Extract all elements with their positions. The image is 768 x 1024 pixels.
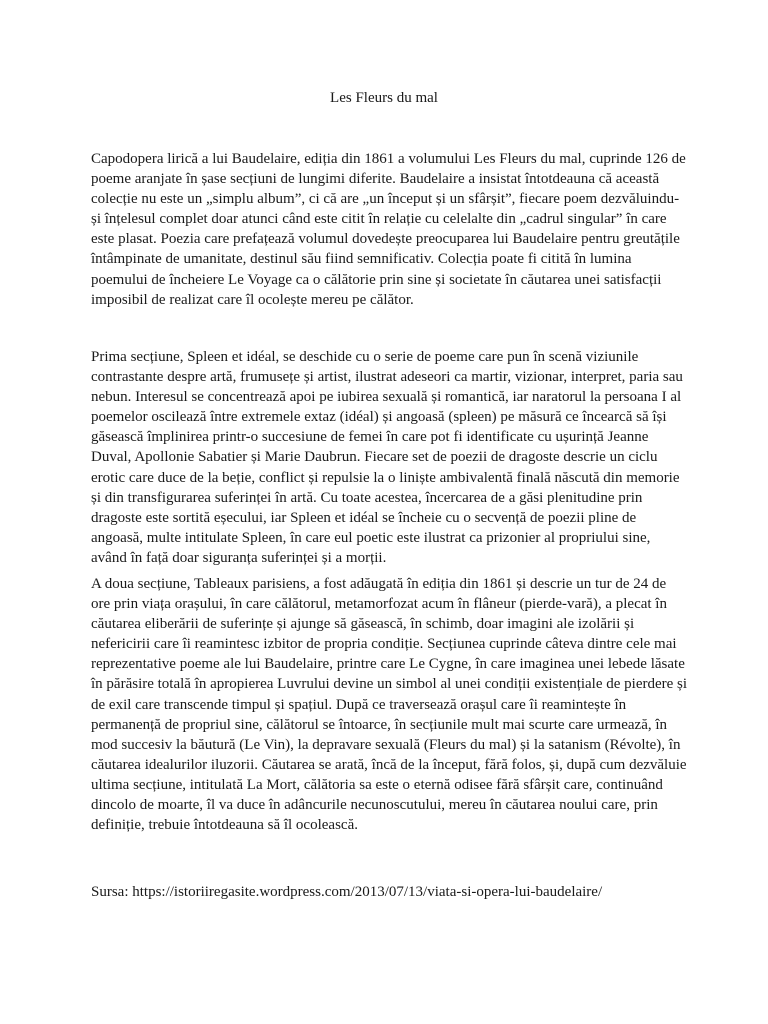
paragraph-tableaux-parisiens: A doua secțiune, Tableaux parisiens, a fost adăugată în ediția din 1861 și descrie un tur de 24 de ore prin viața orașului, în care călătorul, metamorfozat acum în flâneur (pierde-vară), a plecat în căutarea eliberării de suferințe și ajunge să găsească, în schimb, doar imagini ale izolării și nefericirii care îi reamintesc izbitor de propria condiție. Secțiunea cuprinde câteva dintre cele mai reprezentative poeme ale lui Baudelaire, printre care Le Cygne, în care imaginea unei lebede lăsate în părăsire totală în apropierea Luvrului devine un simbol al unei condiții existențiale de pierdere și de exil care transcende timpul și spațiul. După ce traversează orașul care îi reamintește în permanență de propriul sine, călătorul se întoarce, în secțiunile mult mai scurte care urmează, în mod succesiv la băutură (Le Vin), la depravare sexuală (Fleurs du mal) și la satanism (Révolte), în căutarea idealurilor iluzorii. Căutarea se arată, încă de la început, fără folos, și, după cum dezvăluie ultima secțiune, intitulată La Mort, călătoria sa este o eternă odisee fără sfârșit care, continuând dincolo de moarte, îl va duce în adâncurile necunoscutului, mereu în căutarea noului care, prin definiție, trebuie întotdeauna să îl ocolească. — [91, 576, 688, 834]
paragraph-intro: Capodopera lirică a lui Baudelaire, ediția din 1861 a volumului Les Fleurs du mal, cuprinde 126 de poeme aranjate în șase secțiuni de lungimi diferite. Baudelaire a insistat întotdeauna că această colecție nu este un „simplu album”, ci că are „un început și un sfârșit”, fiecare poem dezvăluindu-și înțelesul complet doar atunci când este citit în relație cu celelalte din „cadrul singular” în care este plasat. Poezia care prefațează volumul dovedește preocuparea lui Baudelaire pentru greutățile întâmpinate de umanitate, destinul său fiind semnificativ. Colecția poate fi citită în lumina poemului de încheiere Le Voyage ca o călătorie prin sine și societate în căutarea unei satisfacții imposibil de realizat care îl ocolește mereu pe călător. — [91, 151, 686, 308]
source-citation: Sursa: https://istoriiregasite.wordpress.com/2013/07/13/viata-si-opera-lui-baudelaire/ — [91, 884, 603, 900]
document-title: Les Fleurs du mal — [330, 90, 438, 106]
paragraph-spleen-et-ideal: Prima secțiune, Spleen et idéal, se deschide cu o serie de poeme care pun în scenă viziunile contrastante despre artă, frumusețe și artist, ilustrat adeseori ca martir, vizionar, interpret, paria sau nebun. Interesul se concentrează apoi pe iubirea sexuală și romantică, iar naratorul la persoana I al poemelor oscilează între extremele extaz (idéal) și angoasă (spleen) pe măsură ce încearcă să își găsească împlinirea printr-o succesiune de femei în care pot fi identificate cu ușurință Jeanne Duval, Apollonie Sabatier și Marie Daubrun. Fiecare set de poezii de dragoste descrie un ciclu erotic care duce de la beție, conflict și repulsie la o liniște ambivalentă finală născută din memorie și din transfigurarea suferinței în artă. Cu toate acestea, încercarea de a găsi plenitudine prin dragoste este sortită eșecului, iar Spleen et idéal se încheie cu o secvență de poezii pline de angoasă, multe intitulate Spleen, în care eul poetic este ilustrat ca prizonier al propriului sine, având în față doar siguranța suferinței și a morții. — [91, 349, 683, 566]
